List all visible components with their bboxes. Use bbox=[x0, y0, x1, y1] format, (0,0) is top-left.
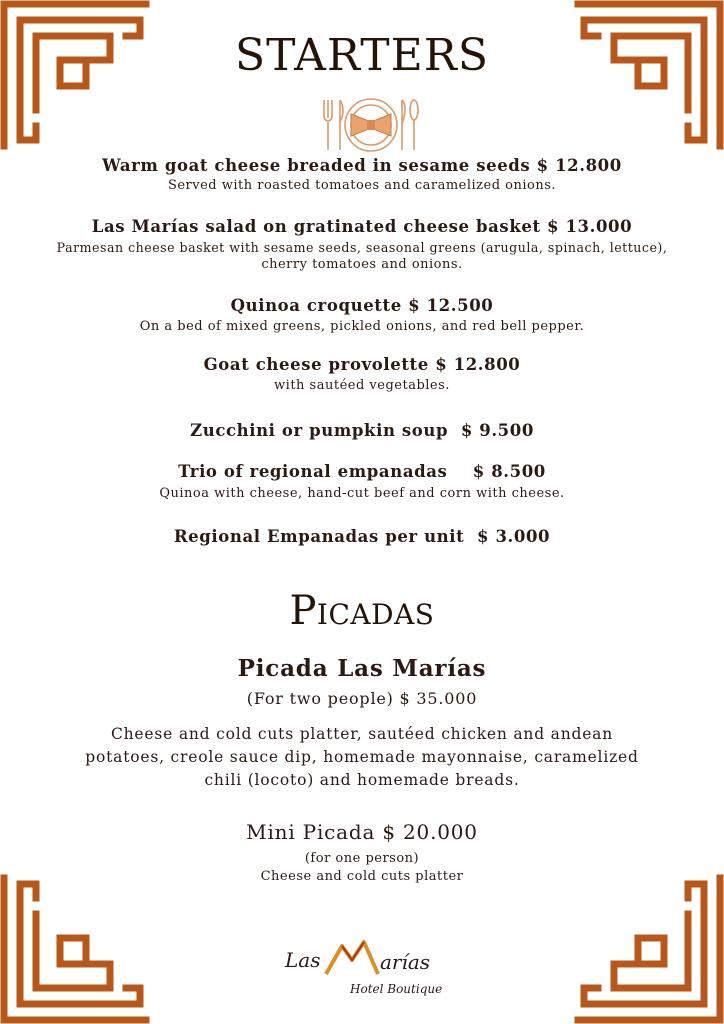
picada-main-desc-line2: potatoes, creole sauce dip, homemade mayonnaise, caramelized bbox=[85, 748, 639, 766]
starter-5-name: Zucchini or pumpkin soup $ 9.500 bbox=[190, 421, 534, 440]
starter-7-name: Regional Empanadas per unit $ 3.000 bbox=[173, 527, 551, 546]
picada-main-desc-line3: chili (locoto) and homemade breads. bbox=[204, 771, 520, 789]
page-title: STARTERS bbox=[235, 30, 489, 81]
logo-tagline: Hotel Boutique bbox=[350, 982, 443, 996]
mini-picada-desc: Cheese and cold cuts platter bbox=[260, 869, 464, 884]
corner-ornament-bottom-right bbox=[574, 874, 724, 1024]
starter-3-desc: On a bed of mixed greens, pickled onions, and red bell pepper. bbox=[139, 319, 585, 334]
starter-6-name: Trio of regional empanadas $ 8.500 bbox=[178, 462, 546, 481]
section-title-picadas: Picadas bbox=[289, 588, 435, 634]
corner-ornament-bottom-left bbox=[0, 874, 150, 1024]
logo-word-marias: arías bbox=[380, 950, 431, 974]
logo-word-las: Las bbox=[285, 948, 321, 972]
starter-4-name: Goat cheese provolette $ 12.800 bbox=[203, 355, 521, 374]
logo-mountain-icon bbox=[324, 938, 380, 976]
starter-3-name: Quinoa croquette $ 12.500 bbox=[230, 296, 494, 315]
place-setting-icon bbox=[318, 96, 424, 154]
mini-picada-name: Mini Picada $ 20.000 bbox=[246, 820, 478, 844]
starter-2-desc-line2: cherry tomatoes and onions. bbox=[261, 257, 463, 272]
starter-2-name: Las Marías salad on gratinated cheese basket $ 13.000 bbox=[91, 217, 633, 236]
hotel-logo bbox=[280, 938, 450, 1002]
picada-main-desc-line1: Cheese and cold cuts platter, sautéed chicken and andean bbox=[110, 725, 613, 743]
starter-1-desc: Served with roasted tomatoes and caramelized onions. bbox=[167, 178, 557, 193]
picada-main-name: Picada Las Marías bbox=[237, 655, 487, 682]
mini-picada-sub: (for one person) bbox=[304, 851, 420, 866]
picada-main-sub: (For two people) $ 35.000 bbox=[246, 689, 478, 708]
starter-2-desc-line1: Parmesan cheese basket with sesame seeds, seasonal greens (arugula, spinach, lettuce), bbox=[56, 240, 668, 255]
starter-1-name: Warm goat cheese breaded in sesame seeds $ 12.800 bbox=[102, 156, 622, 175]
starter-6-desc: Quinoa with cheese, hand-cut beef and corn with cheese. bbox=[159, 486, 565, 501]
starter-4-desc: with sautéed vegetables. bbox=[274, 378, 450, 393]
